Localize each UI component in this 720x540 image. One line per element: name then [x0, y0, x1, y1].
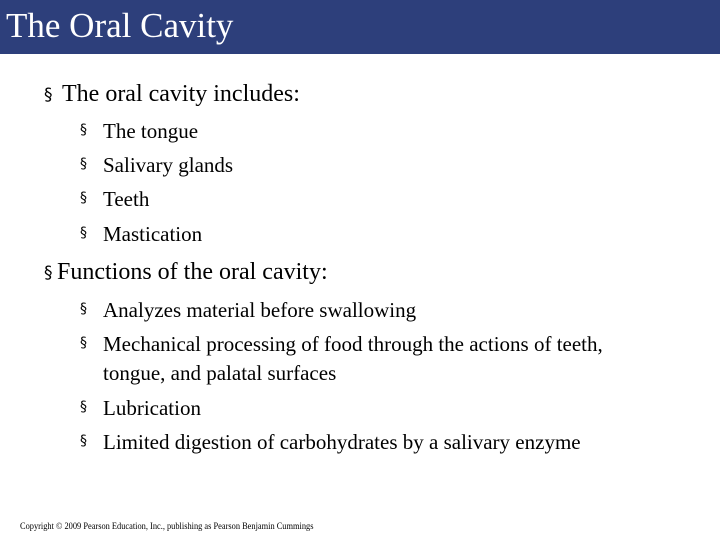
bullet-icon: §	[80, 225, 87, 241]
bullet-icon: §	[80, 301, 87, 317]
bullet-icon: §	[80, 335, 87, 351]
list-item-text: Salivary glands	[103, 153, 234, 177]
list-item-text: Teeth	[103, 187, 150, 211]
list-item-text: Lubrication	[103, 396, 201, 420]
list-item-text: The tongue	[103, 119, 199, 143]
bullet-icon: §	[80, 156, 87, 172]
section-heading-text: Functions of the oral cavity:	[57, 259, 328, 285]
list-item-text: Mechanical processing of food through the actions of teeth,	[103, 332, 603, 356]
slide-title: The Oral Cavity	[6, 6, 234, 45]
list-item-text: Limited digestion of carbohydrates by a salivary enzyme	[103, 430, 581, 454]
title-bar	[0, 0, 720, 54]
bullet-icon: §	[80, 122, 87, 138]
section-heading-text: The oral cavity includes:	[62, 81, 300, 107]
list-item-text: Mastication	[103, 222, 203, 246]
bullet-icon: §	[44, 263, 53, 283]
bullet-icon: §	[80, 190, 87, 206]
bullet-icon: §	[80, 399, 87, 415]
bullet-icon: §	[80, 433, 87, 449]
bullet-icon: §	[44, 85, 53, 105]
list-item-text: tongue, and palatal surfaces	[103, 361, 337, 385]
list-item-text: Analyzes material before swallowing	[103, 298, 417, 322]
copyright-footer: Copyright © 2009 Pearson Education, Inc., publishing as Pearson Benjamin Cummings	[20, 521, 314, 531]
